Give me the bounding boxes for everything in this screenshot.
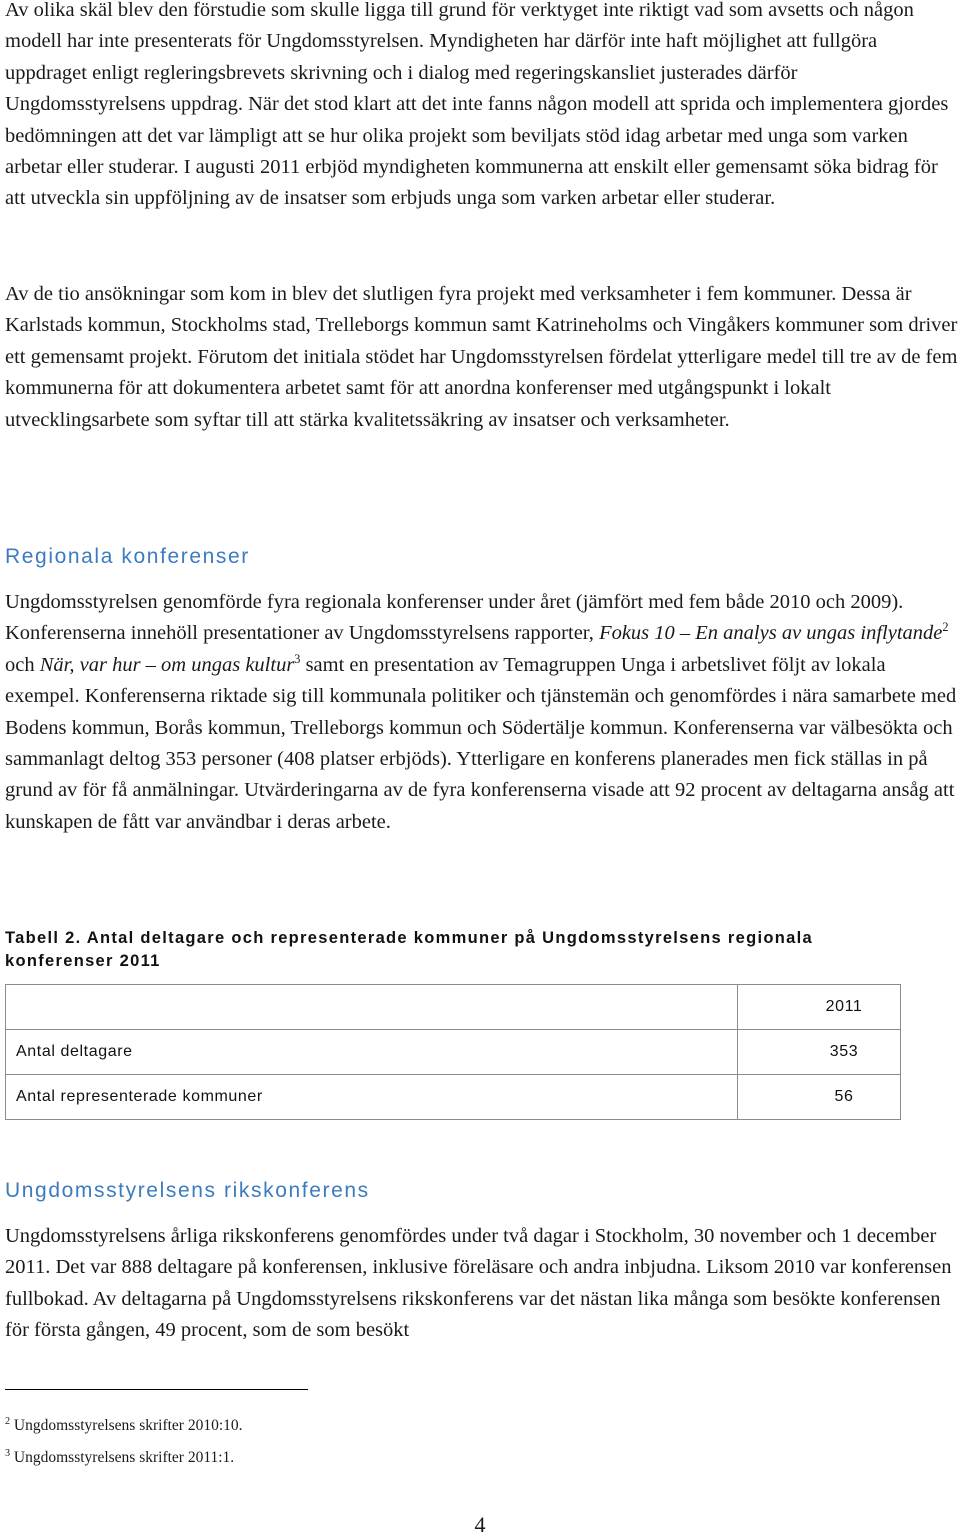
table-cell-value: 56 <box>738 1075 901 1120</box>
table-cell-label: Antal representerade kommuner <box>6 1075 738 1120</box>
participants-table <box>5 984 901 1120</box>
footnote-mark: 3 <box>5 1447 11 1459</box>
footnote-text: Ungdomsstyrelsens skrifter 2010:10. <box>13 1417 243 1434</box>
table-cell-label: Antal deltagare <box>6 1030 738 1075</box>
paragraph-forstudie: Av olika skäl blev den förstudie som skulle ligga till grund för verktyget inte riktigt vad som avsetts och någon modell har inte presenterats för Ungdomsstyrelsen. Myndigheten har därför inte haft möjlighet att fullgöra uppdraget enligt regleringsbrevets skrivning och i dialog med regeringskansliet justerades därför Ungdomsstyrelsens uppdrag. När det stod klart att det inte fanns någon modell att sprida och implementera gjordes bedömningen att det var lämpligt att se hur olika projekt som beviljats stöd idag arbetar med unga som varken arbetar eller studerar. I augusti 2011 erbjöd myndigheten kommunerna att enskilt eller gemensamt söka bidrag för att utveckla sin uppföljning av de insatser som erbjuds unga som varken arbetar eller studerar. <box>5 0 949 210</box>
table-header-cell <box>6 985 738 1030</box>
report-title-kultur: När, var hur – om ungas kultur <box>39 653 295 676</box>
table-cell-value: 353 <box>738 1030 901 1075</box>
table-row <box>6 1075 901 1120</box>
heading-rikskonferens: Ungdomsstyrelsens rikskonferens <box>5 1179 370 1202</box>
table-header-cell-year: 2011 <box>738 985 901 1030</box>
heading-regionala-konferenser: Regionala konferenser <box>5 545 250 568</box>
paragraph-ansokningar: Av de tio ansökningar som kom in blev det slutligen fyra projekt med verksamheter i fem kommuner. Dessa är Karlstads kommun, Stockholms stad, Trelleborgs kommun samt Katrineholms och Vingåkers kommuner som driver ett gemensamt projekt. Förutom det initiala stödet har Ungdomsstyrelsen fördelat ytterligare medel till tre av de fem kommunerna för att dokumentera arbetet samt för att anordna konferenser med utgångspunkt i lokalt utvecklingsarbete som syftar till att stärka kvalitetssäkring av insatser och verksamheter. <box>5 283 958 431</box>
footnote-mark: 2 <box>5 1415 11 1427</box>
table-caption <box>5 927 905 973</box>
table-caption-label: Tabell 2. <box>5 929 82 947</box>
footnote-3 <box>5 1448 234 1468</box>
page-number: 4 <box>474 1512 486 1537</box>
table-header-row <box>6 985 901 1030</box>
paragraph-regionala-konferenser <box>5 587 960 838</box>
table-row <box>6 1030 901 1075</box>
table-caption-text: Antal deltagare och representerade kommuner på Ungdomsstyrelsens regionala konferenser 2011 <box>5 929 813 970</box>
footnote-ref-2: 2 <box>942 620 949 635</box>
paragraph-rikskonferens: Ungdomsstyrelsens årliga rikskonferens genomfördes under två dagar i Stockholm, 30 november och 1 december 2011. Det var 888 deltagare på konferensen, inklusive föreläsare och andra inbjudna. Liksom 2010 var konferensen fullbokad. Av deltagarna på Ungdomsstyrelsens rikskonferens var det nästan lika många som besökte konferensen för första gången, 49 procent, som de som besökt <box>5 1225 952 1342</box>
footnote-ref-3: 3 <box>294 651 301 666</box>
text-segment: och <box>5 653 40 676</box>
footnote-2 <box>5 1416 243 1436</box>
text-segment: Ungdomsstyrelsen genomförde fyra regionala konferenser under året (jämfört med fem både 2010 och 2009). Konferenserna innehöll presentationer av Ungdomsstyrelsens rapporter, <box>5 591 904 645</box>
text-segment: samt en presentation av Temagruppen Unga i arbetslivet följt av lokala exempel. Konferenserna riktade sig till kommunala politiker och tjänstemän och genomfördes i nära samarbete med Bodens kommun, Borås kommun, Trelleborgs kommun och Södertälje kommun. Konferenserna var välbesökta och sammanlagt deltog 353 personer (408 platser erbjöds). Ytterligare en konferens planerades men fick ställas in på grund av för få anmälningar. Utvärderingarna av de fyra konferenserna visade att 92 procent av deltagarna ansåg att kunskapen de fått var användbar i deras arbete. <box>5 653 957 833</box>
footnote-text: Ungdomsstyrelsens skrifter 2011:1. <box>13 1449 235 1466</box>
report-title-fokus: Fokus 10 – En analys av ungas inflytande <box>599 622 943 645</box>
footnote-separator <box>5 1389 308 1390</box>
